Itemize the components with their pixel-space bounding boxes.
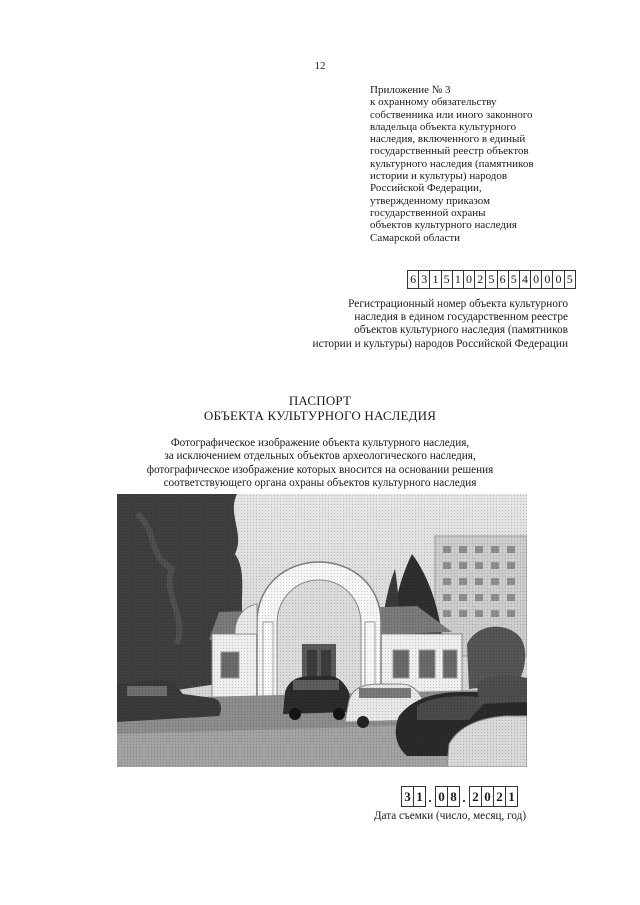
registration-digit: 1 — [452, 270, 464, 289]
photo-caption-line: соответствующего органа охраны объектов культурного наследия — [163, 477, 477, 490]
registration-caption-line: объектов культурного наследия (памятников — [354, 324, 568, 337]
date-separator: . — [428, 790, 432, 805]
date-year-digit: 1 — [505, 786, 518, 807]
appendix-line: Самарской области — [370, 231, 461, 244]
date-year-digit: 2 — [493, 786, 506, 807]
photo-caption-line: Фотографическое изображение объекта культурного наследия, — [170, 437, 470, 449]
page-number: 12 — [314, 60, 326, 72]
appendix-line: наследия, включенного в единый — [370, 133, 526, 146]
object-photo — [117, 494, 527, 767]
appendix-line: культурного наследия (памятников — [370, 157, 534, 170]
registration-digit: 3 — [418, 270, 430, 289]
date-day-digit: 3 — [401, 786, 414, 807]
photo-date-caption: Дата съемки (число, месяц, год) — [373, 810, 527, 822]
appendix-line: истории и культуры) народов — [370, 170, 508, 183]
registration-digit: 5 — [441, 270, 453, 289]
registration-digit: 2 — [474, 270, 486, 289]
appendix-line: Российской Федерации, — [370, 182, 482, 195]
passport-title — [0, 393, 640, 423]
date-day-digit: 1 — [413, 786, 426, 807]
registration-digit: 5 — [564, 270, 576, 289]
passport-title-line2: ОБЪЕКТА КУЛЬТУРНОГО НАСЛЕДИЯ — [203, 408, 437, 423]
appendix-line: государственной охраны — [370, 206, 486, 219]
appendix-line: к охранному обязательству — [370, 96, 497, 109]
registration-number-boxes — [407, 270, 575, 289]
registration-digit: 5 — [508, 270, 520, 289]
registration-digit: 5 — [485, 270, 497, 289]
registration-caption — [248, 298, 568, 351]
appendix-header — [370, 84, 610, 244]
passport-title-line1: ПАСПОРТ — [288, 393, 352, 408]
registration-digit: 4 — [519, 270, 531, 289]
registration-digit: 6 — [407, 270, 419, 289]
photo-caption — [0, 437, 640, 491]
appendix-line: собственника или иного законного — [370, 108, 533, 121]
appendix-line: утвержденному приказом — [370, 194, 491, 207]
appendix-line: государственный реестр объектов — [370, 145, 529, 158]
building-photo-image — [117, 494, 527, 767]
registration-caption-line: наследия в едином государственном реестре — [354, 311, 568, 324]
registration-digit: 0 — [541, 270, 553, 289]
registration-digit: 6 — [497, 270, 509, 289]
registration-digit: 1 — [429, 270, 441, 289]
date-month-digit: 8 — [447, 786, 460, 807]
appendix-line: владельца объекта культурного — [370, 120, 517, 133]
photo-caption-line: за исключением отдельных объектов археологического наследия, — [164, 450, 476, 463]
registration-caption-line: истории и культуры) народов Российской Федерации — [312, 337, 568, 350]
appendix-line: объектов культурного наследия — [370, 219, 517, 232]
registration-digit: 0 — [463, 270, 475, 289]
registration-caption-line: Регистрационный номер объекта культурного — [348, 298, 568, 310]
photo-date-boxes — [401, 786, 517, 807]
date-year-digit: 2 — [469, 786, 482, 807]
date-month-digit: 0 — [435, 786, 448, 807]
appendix-line: Приложение № 3 — [370, 84, 451, 96]
registration-digit: 0 — [552, 270, 564, 289]
photo-caption-line: фотографическое изображение которых вносится на основании решения — [146, 463, 494, 476]
date-year-digit: 0 — [481, 786, 494, 807]
registration-digit: 0 — [530, 270, 542, 289]
date-separator: . — [462, 790, 466, 805]
